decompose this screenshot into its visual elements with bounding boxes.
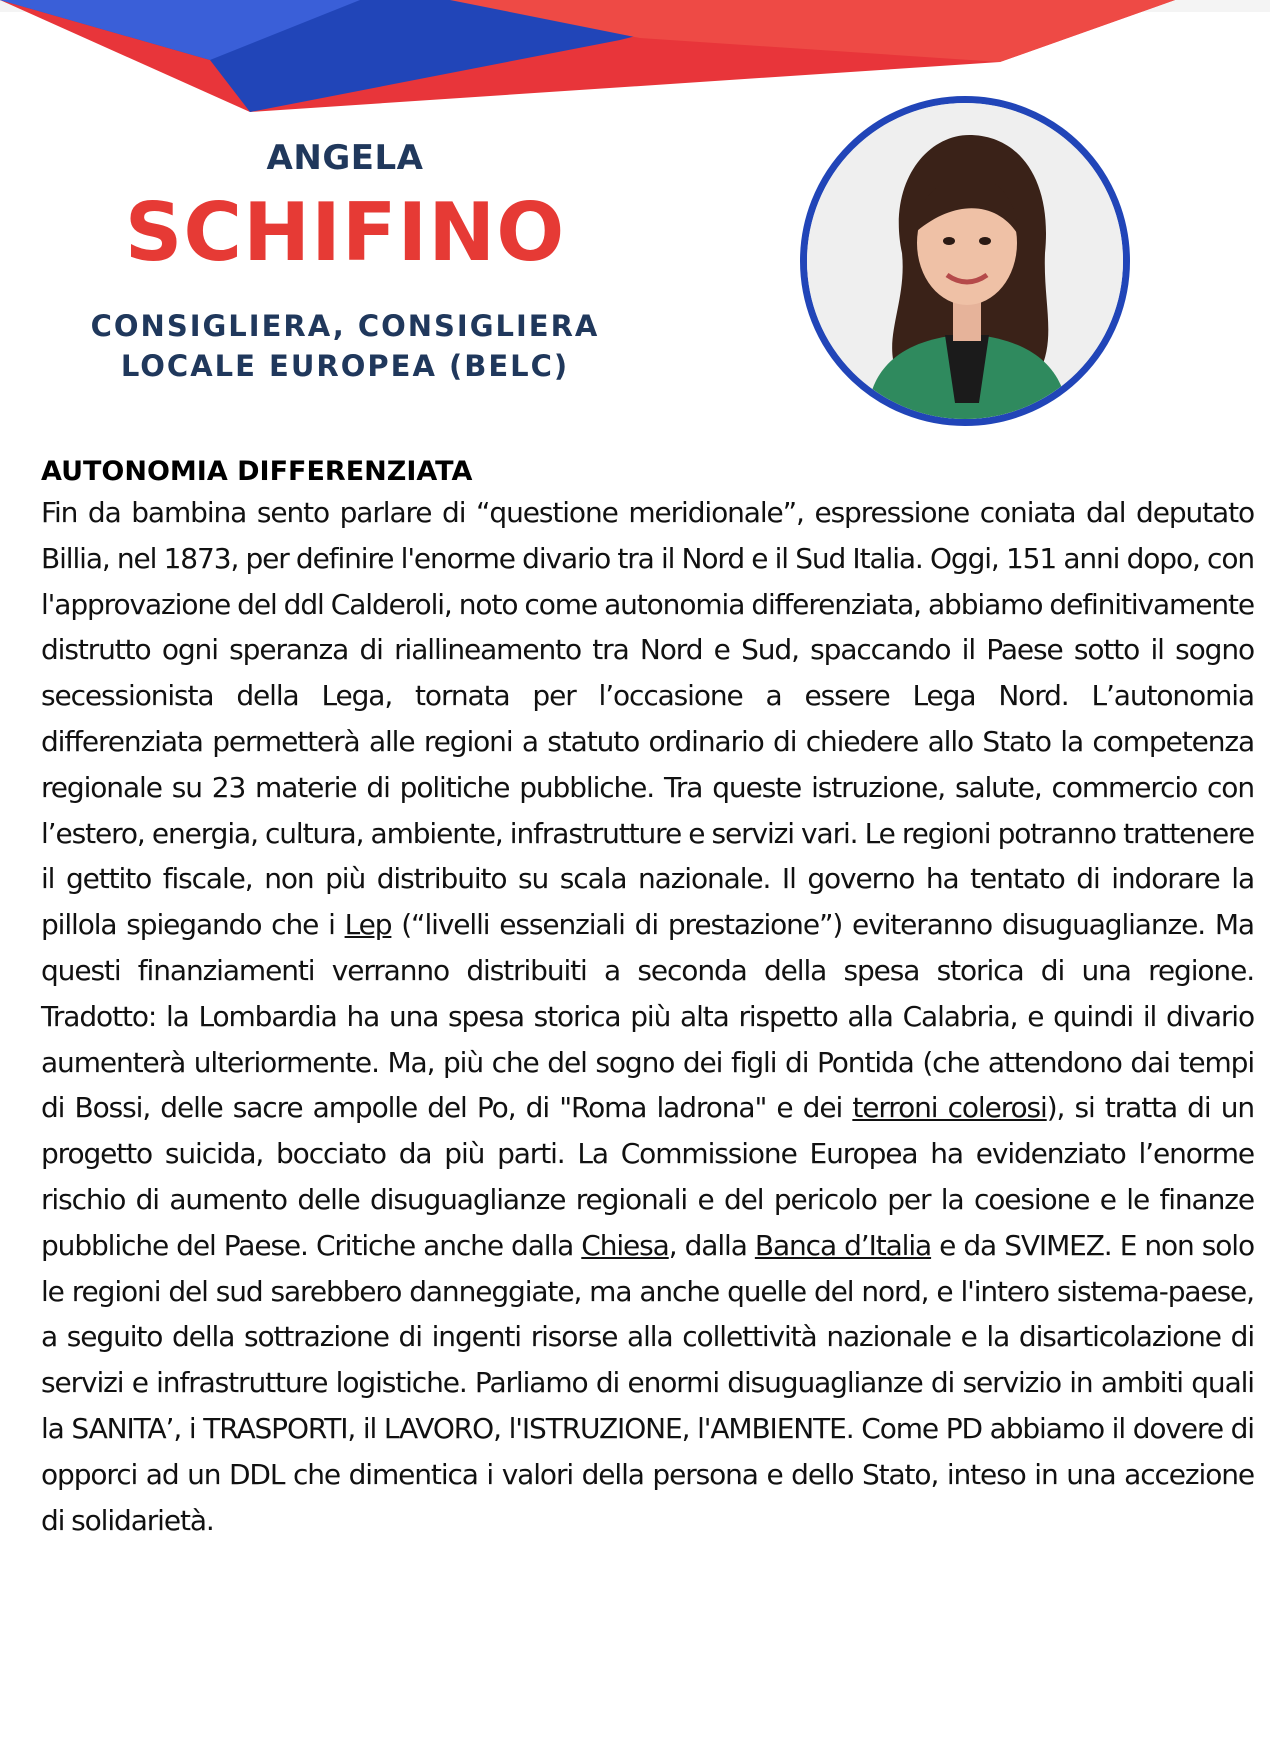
role-line-2: LOCALE EUROPEA (BELC) bbox=[120, 349, 570, 383]
last-name: SCHIFINO bbox=[124, 186, 566, 279]
article bbox=[41, 454, 1254, 1543]
role-line-1: CONSIGLIERA, CONSIGLIERA bbox=[90, 309, 600, 343]
header-banner bbox=[0, 0, 1270, 120]
role-title bbox=[90, 306, 600, 386]
article-text-2: (“livelli essenziali di prestazione”) eviteranno disuguaglianze. Ma questi finanziamenti verranno distribuiti a seconda della spesa storica di una regione. Tradotto: la Lombardia ha una spesa storica più alta rispetto alla Calabria, e quindi il divario aumenterà ulteriormente. Ma, più che del sogno dei figli di Pontida (che attendono dai tempi di Bossi, delle sacre ampolle del Po, di "Roma ladrona" e dei bbox=[41, 908, 1254, 1125]
link-lep[interactable]: Lep bbox=[344, 908, 392, 942]
first-name: ANGELA bbox=[266, 138, 424, 178]
link-terroni-colerosi[interactable]: terroni colerosi bbox=[852, 1091, 1047, 1125]
article-text-1: Fin da bambina sento parlare di “questione meridionale”, espressione coniata dal deputato Billia, nel 1873, per definire l'enorme divario tra il Nord e il Sud Italia. Oggi, 151 anni dopo, con l'approvazione del ddl Calderoli, noto come autonomia differenziata, abbiamo definitivamente distrutto ogni speranza di riallineamento tra Nord e Sud, spaccando il Paese sotto il sogno secessionista della Lega, tornata per l’occasione a essere Lega Nord. L’autonomia differenziata permetterà alle regioni a statuto ordinario di chiedere allo Stato la competenza regionale su 23 materie di politiche pubbliche. Tra queste istruzione, salute, commercio con l’estero, energia, cultura, ambiente, infrastrutture e servizi vari. Le regioni potranno trattenere il gettito fiscale, non più distribuito su scala nazionale. Il governo ha tentato di indorare la pillola spiegando che i bbox=[41, 496, 1254, 942]
link-banca-italia[interactable]: Banca d’Italia bbox=[754, 1228, 932, 1262]
article-text-4: , dalla bbox=[668, 1228, 755, 1262]
article-text-3: ), si tratta di un progetto suicida, bocciato da più parti. La Commissione Europea ha evidenziato l’enorme rischio di aumento delle disuguaglianze regionali e del pericolo per la coesione e le finanze pubbliche del Paese. Critiche anche dalla bbox=[41, 1091, 1254, 1262]
article-body bbox=[41, 490, 1254, 1543]
link-chiesa[interactable]: Chiesa bbox=[581, 1228, 669, 1262]
article-text-5: e da SVIMEZ. E non solo le regioni del sud sarebbero danneggiate, ma anche quelle del nord, e l'intero sistema-paese, a seguito della sottrazione di ingenti risorse alla collettività nazionale e la disarticolazione di servizi e infrastrutture logistiche. Parliamo di enormi disuguaglianze di servizio in ambiti quali la SANITA’, i TRASPORTI, il LAVORO, l'ISTRUZIONE, l'AMBIENTE. Come PD abbiamo il dovere di opporci ad un DDL che dimentica i valori della persona e dello Stato, inteso in una accezione di solidarietà. bbox=[41, 1228, 1254, 1537]
article-title: AUTONOMIA DIFFERENZIATA bbox=[41, 456, 473, 487]
portrait-photo bbox=[800, 96, 1130, 426]
portrait-illustration bbox=[807, 103, 1123, 419]
